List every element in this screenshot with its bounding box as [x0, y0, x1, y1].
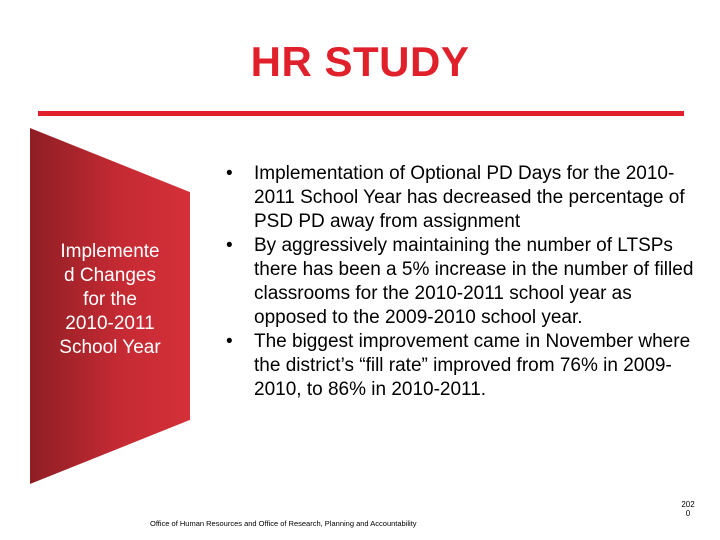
bullet-list [223, 162, 703, 402]
bullet-marker: • [226, 235, 233, 256]
bullet-text: Implementation of Optional PD Days for the 2010-2011 School Year has decreased the percentage of PSD PD away from assignment [254, 163, 685, 232]
sidebar-label [30, 240, 190, 360]
slide-title: HR STUDY [250, 38, 470, 85]
bullet-text: By aggressively maintaining the number of LTSPs there has been a 5% increase in the number of filled classrooms for the 2010-2011 school year as opposed to the 2009-2010 school year. [254, 235, 694, 328]
footer-text: Office of Human Resources and Office of Research, Planning and Accountability [150, 519, 417, 528]
bullet-item [223, 330, 703, 402]
page-number: 2020 [681, 500, 695, 518]
sidebar-label-line: for the [83, 289, 137, 310]
sidebar-label-line: 2010-2011 [65, 313, 155, 334]
bullet-item [223, 162, 703, 234]
bullet-text: The biggest improvement came in November where the district’s “fill rate” improved from 76% in 2009-2010, to 86% in 2010-2011. [254, 331, 691, 400]
sidebar-label-line: Implemente [60, 241, 160, 262]
bullet-marker: • [226, 163, 233, 184]
title-divider [38, 111, 684, 116]
sidebar-label-line: d Changes [64, 265, 156, 286]
bullet-item [223, 234, 703, 330]
sidebar-label-line: School Year [59, 337, 161, 358]
bullet-marker: • [226, 331, 233, 352]
